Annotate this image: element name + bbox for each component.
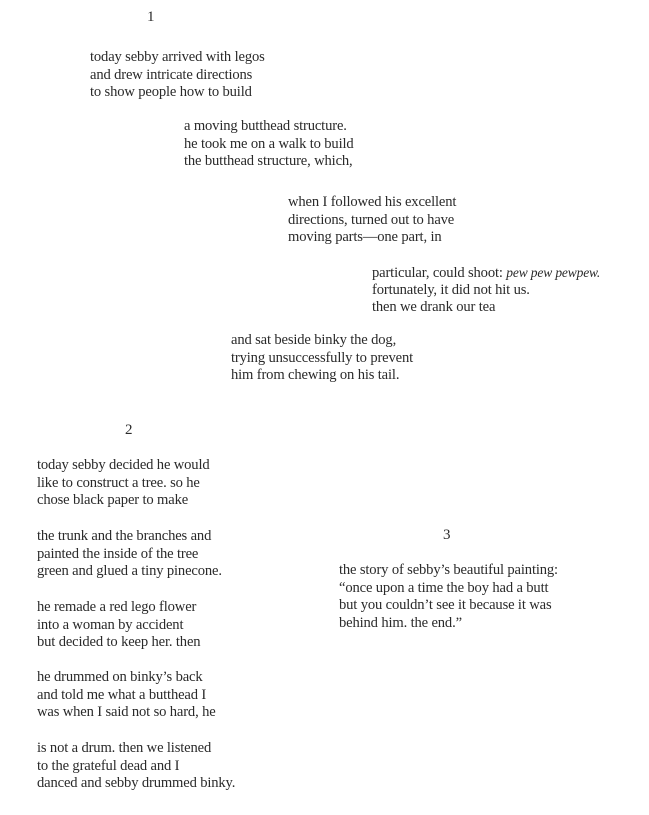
poem-2-stanza-5 — [37, 740, 235, 793]
poem-1-stanza-1 — [90, 49, 265, 102]
poem-line: like to construct a tree. so he — [37, 474, 200, 491]
poem-line: and told me what a butthead I — [37, 686, 207, 703]
poem-2-stanza-4 — [37, 669, 216, 722]
poem-line: chose black paper to make — [37, 492, 189, 509]
poem-line: he took me on a walk to build — [184, 135, 354, 152]
poem-1-stanza-5 — [231, 332, 413, 385]
poem-line: into a woman by accident — [37, 616, 184, 633]
poem-line: him from chewing on his tail. — [231, 367, 400, 384]
poem-line: “once upon a time the boy had a butt — [339, 579, 549, 596]
poem-1-stanza-3 — [288, 194, 456, 247]
poem-1-stanza-2 — [184, 118, 354, 171]
poem-line: painted the inside of the tree — [37, 545, 199, 562]
poem-line: was when I said not so hard, he — [37, 704, 216, 721]
poem-1-stanza-4 — [372, 264, 600, 317]
poem-line: and drew intricate directions — [90, 66, 253, 83]
pew-pew-italic: pew pew pewpew. — [506, 265, 601, 280]
poem-line: the story of sebby’s beautiful painting: — [339, 562, 558, 578]
poem-line: then we drank our tea — [372, 299, 496, 316]
poem-3-number: 3 — [443, 527, 451, 543]
poem-line: to show people how to build — [90, 84, 252, 101]
poem-line: today sebby decided he would — [37, 457, 210, 473]
poem-line-text: particular, could shoot: — [372, 265, 507, 281]
poem-1-number: 1 — [147, 9, 155, 25]
poem-2-stanza-2 — [37, 528, 222, 581]
poem-line: to the grateful dead and I — [37, 757, 180, 774]
poem-line: when I followed his excellent — [288, 194, 457, 210]
poem-line: he drummed on binky’s back — [37, 669, 203, 685]
poem-line: but you couldn’t see it because it was — [339, 597, 552, 614]
poem-line — [372, 264, 600, 282]
poem-line: is not a drum. then we listened — [37, 740, 212, 756]
poem-line: danced and sebby drummed binky. — [37, 775, 236, 792]
poem-line: behind him. the end.” — [339, 614, 462, 631]
poem-line: green and glued a tiny pinecone. — [37, 563, 222, 580]
poem-2-number: 2 — [125, 422, 133, 438]
poem-line: the trunk and the branches and — [37, 528, 212, 544]
poem-3-stanza — [339, 562, 558, 632]
poem-2-stanza-3 — [37, 599, 200, 652]
poem-line: but decided to keep her. then — [37, 634, 201, 651]
poem-line: and sat beside binky the dog, — [231, 332, 397, 348]
poem-line: he remade a red lego flower — [37, 599, 197, 615]
poem-line: today sebby arrived with legos — [90, 49, 265, 65]
poem-line: trying unsuccessfully to prevent — [231, 349, 414, 366]
poem-line: moving parts—one part, in — [288, 229, 442, 246]
poem-line: directions, turned out to have — [288, 211, 455, 228]
poem-line: the butthead structure, which, — [184, 153, 353, 170]
poem-line: fortunately, it did not hit us. — [372, 281, 530, 298]
poem-line: a moving butthead structure. — [184, 118, 347, 134]
poem-2-stanza-1 — [37, 457, 210, 510]
